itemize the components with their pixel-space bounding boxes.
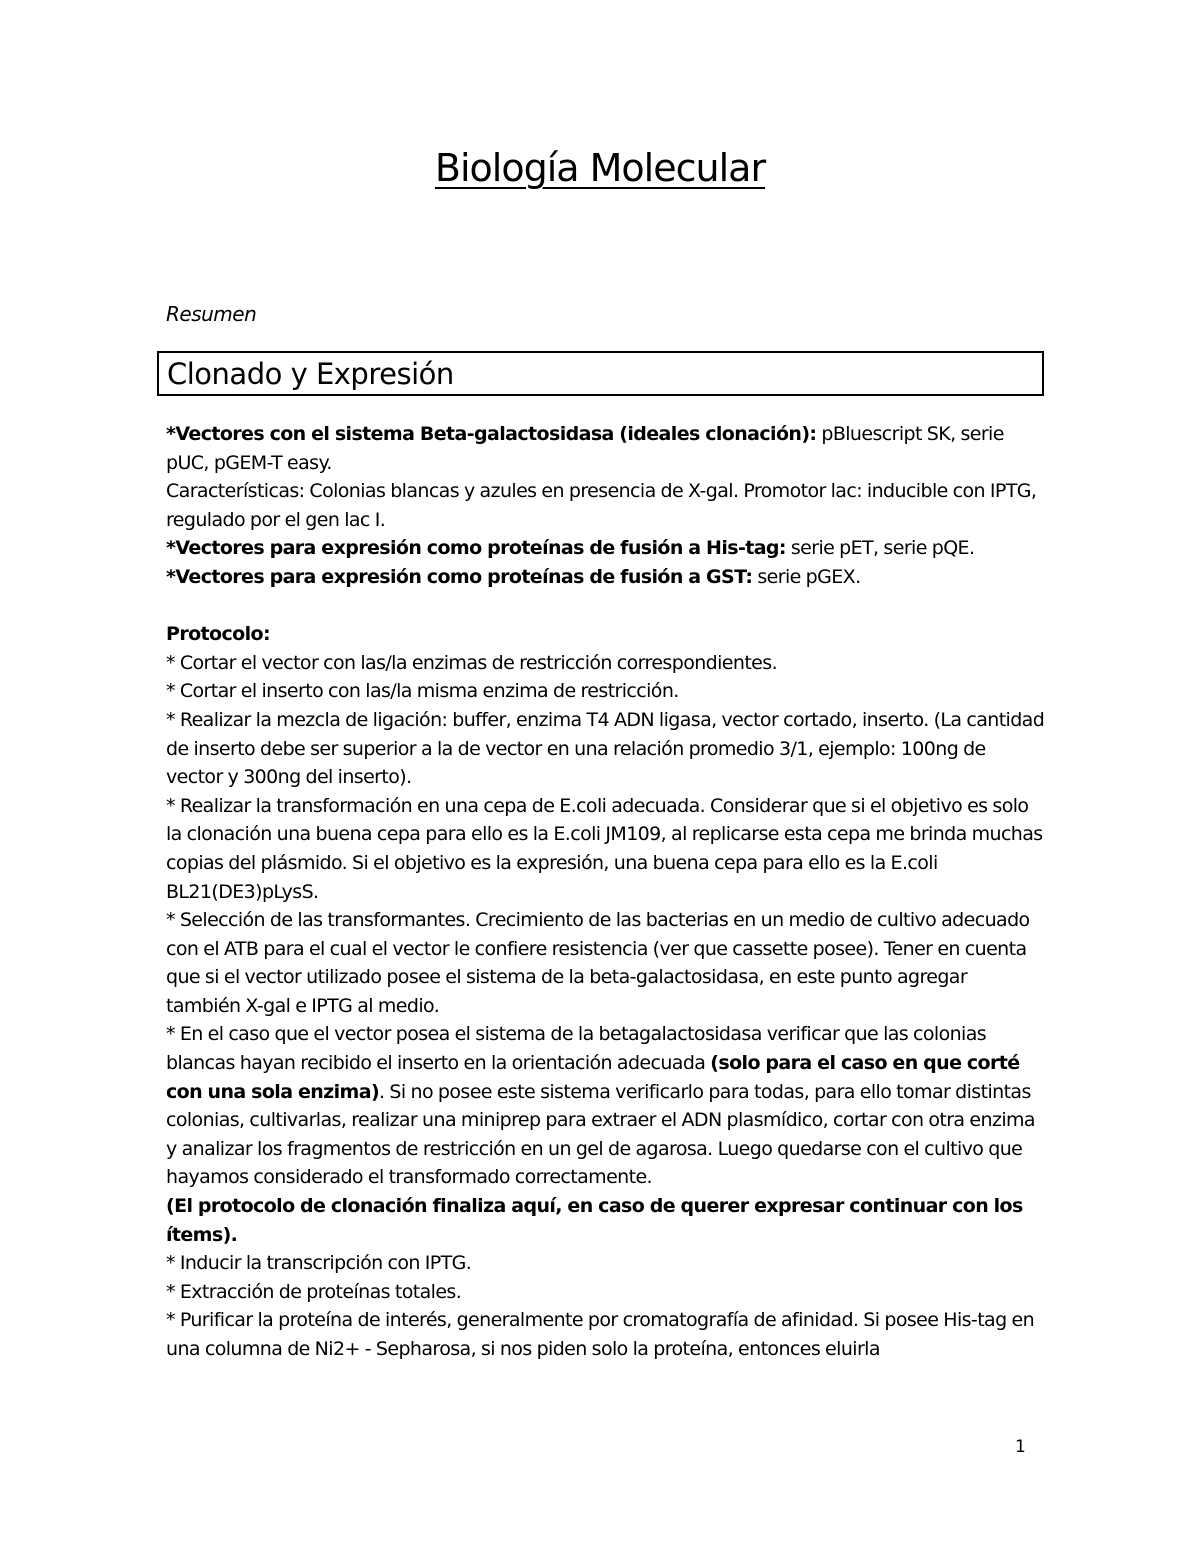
protocol-step-2: * Cortar el inserto con las/la misma enzima de restricción. bbox=[166, 680, 679, 703]
vectors-gst bbox=[166, 563, 1046, 592]
protocol-step-6-start: * En el caso que el vector posea el sistema de la betagalactosidasa verificar que las colonias blancas hayan recibido el inserto en la orientación adecuada bbox=[166, 1023, 987, 1075]
cloning-end-note bbox=[166, 1192, 1046, 1249]
document-body bbox=[166, 420, 1046, 1364]
protocol-step-6-end: . Si no posee este sistema verificarlo para todas, para ello tomar distintas colonias, cultivarlas, realizar una miniprep para extraer el ADN plasmídico, cortar con otra enzima y analizar los fragmentos de restricción en un gel de agarosa. Luego quedarse con el cultivo que hayamos considerado el transformado correctamente. bbox=[166, 1080, 1035, 1189]
protocol-step-6 bbox=[166, 1020, 1046, 1192]
protocol-step-9: * Purificar la proteína de interés, generalmente por cromatografía de afinidad. Si posee His-tag en una columna de Ni2+ - Sepharosa, si nos piden solo la proteína, entonces eluirla bbox=[166, 1309, 1035, 1360]
page-title bbox=[0, 140, 1200, 196]
protocol-heading bbox=[166, 620, 1046, 649]
protocol-step-5: * Selección de las transformantes. Crecimiento de las bacterias en un medio de cultivo adecuado con el ATB para el cual el vector le confiere resistencia (ver que cassette posee). Tener en cuenta que si el vector utilizado posee el sistema de la beta-galactosidasa, en este punto agregar también X-gal e IPTG al medio. bbox=[166, 909, 1030, 1017]
section-heading: Clonado y Expresión bbox=[167, 357, 454, 391]
protocol-step-7: * Inducir la transcripción con IPTG. bbox=[166, 1252, 472, 1275]
vectors-gst-label: *Vectores para expresión como proteínas de fusión a GST: bbox=[166, 565, 753, 588]
vectors-his-tag-list: serie pET, serie pQE. bbox=[785, 537, 975, 560]
document-subtitle: Resumen bbox=[166, 302, 257, 326]
vectors-beta-galactosidasa-label: *Vectores con el sistema Beta-galactosidasa (ideales clonación): bbox=[166, 423, 817, 445]
protocol-step-1: * Cortar el vector con las/la enzimas de restricción correspondientes. bbox=[166, 651, 778, 674]
protocol-step-6-note: (solo para el caso en que corté con una sola enzima) bbox=[166, 1052, 1020, 1103]
vectors-his-tag-label: *Vectores para expresión como proteínas de fusión a His-tag: bbox=[166, 537, 786, 560]
vectors-gst-list: serie pGEX. bbox=[752, 565, 861, 588]
section-heading-box bbox=[157, 351, 1044, 396]
cloning-end-note-text: (El protocolo de clonación finaliza aquí, en caso de querer expresar continuar con los ítems). bbox=[166, 1195, 1023, 1246]
page-title-text: Biología Molecular bbox=[434, 146, 766, 190]
protocol-step-8: * Extracción de proteínas totales. bbox=[166, 1280, 462, 1303]
page-number: 1 bbox=[1015, 1437, 1026, 1457]
protocol-step-3: * Realizar la mezcla de ligación: buffer, enzima T4 ADN ligasa, vector cortado, inserto. (La cantidad de inserto debe ser superior a la de vector en una relación promedio 3/1, ejemplo: 100ng de vector y 300ng del inserto). bbox=[166, 708, 1045, 789]
vectors-beta-galactosidasa bbox=[166, 420, 1046, 477]
vectors-features: Características: Colonias blancas y azules en presencia de X-gal. Promotor lac: inducible con IPTG, regulado por el gen lac I. bbox=[166, 480, 1037, 531]
paragraph-spacer bbox=[166, 592, 1046, 621]
vectors-beta-galactosidasa-list: pBluescript SK, serie pUC, pGEM-T easy. bbox=[166, 423, 1004, 474]
protocol-step-4: * Realizar la transformación en una cepa de E.coli adecuada. Considerar que si el objetivo es solo la clonación una buena cepa para ello es la E.coli JM109, al replicarse esta cepa me brinda muchas copias del plásmido. Si el objetivo es la expresión, una buena cepa para ello es la E.coli BL21(DE3)pLysS. bbox=[166, 794, 1043, 903]
protocol-heading-text: Protocolo: bbox=[166, 623, 270, 646]
vectors-his-tag bbox=[166, 534, 1046, 563]
